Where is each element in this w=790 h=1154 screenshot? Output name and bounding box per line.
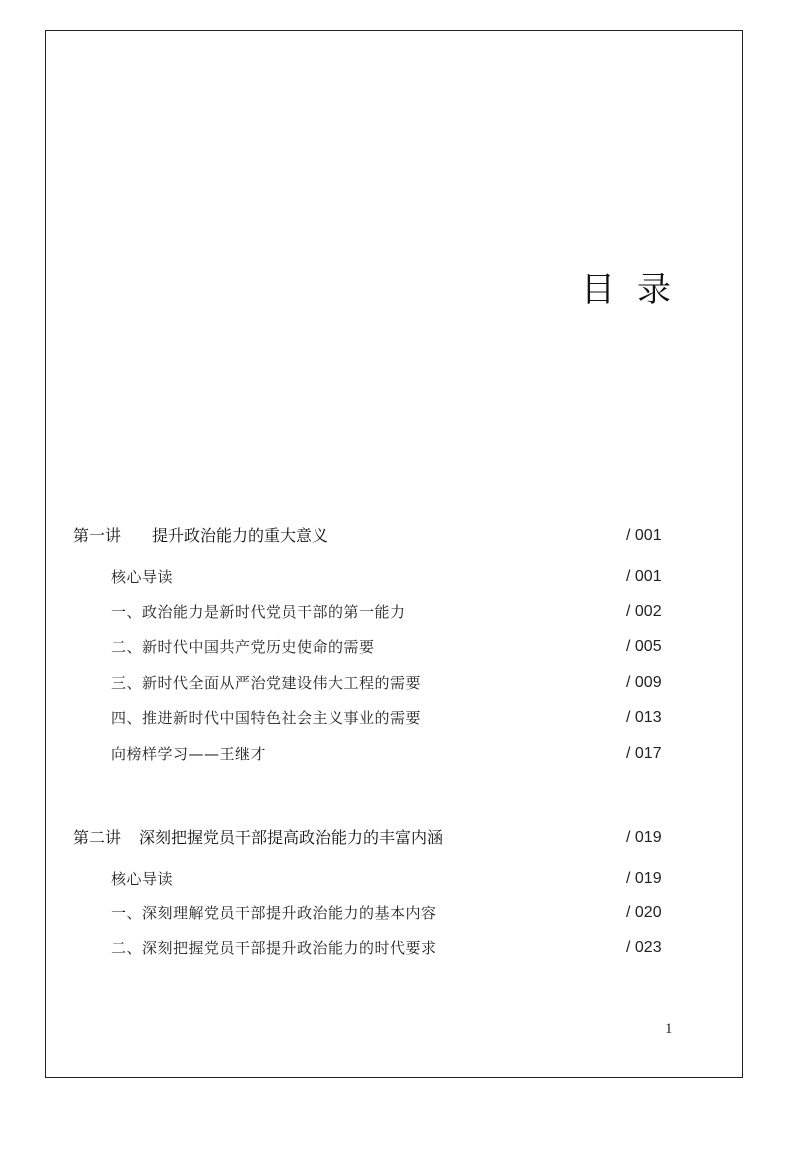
entry-title: 核心导读 <box>111 870 174 888</box>
toc-chapter-1[interactable] <box>0 521 790 551</box>
entry-title: 二、新时代中国共产党历史使命的需要 <box>111 638 375 656</box>
chapter-page: / 001 <box>626 527 662 544</box>
entry-page: / 019 <box>626 870 662 887</box>
entry-page: / 020 <box>626 904 662 921</box>
toc-entry[interactable] <box>0 739 790 769</box>
toc-entry[interactable] <box>0 597 790 627</box>
toc-entry[interactable] <box>0 864 790 894</box>
entry-title: 向榜样学习——王继才 <box>111 745 267 763</box>
chapter-title: 深刻把握党员干部提高政治能力的丰富内涵 <box>139 828 444 847</box>
entry-page: / 023 <box>626 939 662 956</box>
toc-entry[interactable] <box>0 668 790 698</box>
toc-title: 目录 <box>581 270 693 310</box>
entry-title: 四、推进新时代中国特色社会主义事业的需要 <box>111 709 422 727</box>
entry-page: / 002 <box>626 603 662 620</box>
toc-entry[interactable] <box>0 632 790 662</box>
entry-page: / 001 <box>626 568 662 585</box>
page-number: 1 <box>665 1021 673 1037</box>
toc-entry[interactable] <box>0 898 790 928</box>
entry-title: 二、深刻把握党员干部提升政治能力的时代要求 <box>111 939 437 957</box>
entry-title: 一、政治能力是新时代党员干部的第一能力 <box>111 603 406 621</box>
entry-title: 三、新时代全面从严治党建设伟大工程的需要 <box>111 674 422 692</box>
entry-page: / 013 <box>626 709 662 726</box>
toc-chapter-2[interactable] <box>0 823 790 853</box>
entry-page: / 009 <box>626 674 662 691</box>
entry-title: 核心导读 <box>111 568 174 586</box>
chapter-number: 第二讲 <box>73 828 122 847</box>
entry-page: / 017 <box>626 745 662 762</box>
toc-entry[interactable] <box>0 562 790 592</box>
toc-entry[interactable] <box>0 933 790 963</box>
chapter-title: 提升政治能力的重大意义 <box>152 526 329 545</box>
chapter-heading <box>73 521 328 551</box>
chapter-page: / 019 <box>626 829 662 846</box>
entry-title: 一、深刻理解党员干部提升政治能力的基本内容 <box>111 904 437 922</box>
entry-page: / 005 <box>626 638 662 655</box>
chapter-number: 第一讲 <box>73 526 122 545</box>
chapter-heading <box>73 823 443 853</box>
toc-entry[interactable] <box>0 703 790 733</box>
